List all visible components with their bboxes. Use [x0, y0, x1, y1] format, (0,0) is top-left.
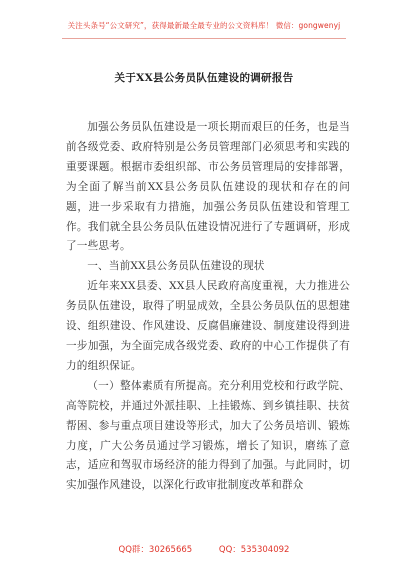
paragraph-status: 近年来XX县委、XX县人民政府高度重视，大力推进公务员队伍建设，取得了明显成效，全县公务员队伍的思想建设、组织建设、作风建设、反腐倡廉建设、制度建设得到进一步加强，为全面完成各级党委、政府的中心工作提供了有力的组织保证。 [66, 280, 350, 372]
header-divider [62, 38, 346, 39]
document-body [66, 118, 350, 496]
paragraph-quality [66, 377, 350, 496]
page-footer [0, 543, 408, 555]
header-notice: 关注头条号“公文研究”，获得最新最全最专业的公文资料库！ 微信：gongwenyj [67, 21, 341, 30]
document-title: 关于XX县公务员队伍建设的调研报告 [114, 72, 294, 84]
paragraph-quality-text: 充分利用党校和行政学院、高等院校，并通过外派挂职、上挂锻炼、到乡镇挂职、扶贫帮困、参与重点项目建设等形式，加大了公务员培训、锻炼力度，广大公务员通过学习锻炼，增长了知识，磨练了意志，适应和驾驭市场经济的能力得到了加强。与此同时，切实加强作风建设，以深化行政审批制度改革和群众 [66, 379, 350, 492]
section-heading-1: 一、当前XX县公务员队伍建设的现状 [87, 260, 265, 273]
page-header [0, 0, 408, 50]
paragraph-intro: 加强公务员队伍建设是一项长期而艰巨的任务，也是当前各级党委、政府特别是公务员管理部门必须思考和实践的重要课题。根据市委组织部、市公务员管理局的安排部署，为全面了解当前XX县公务员队伍建设的现状和存在的问题，进一步采取有力措施，加强公务员队伍建设和管理工作。我们就全县公务员队伍建设情况进行了专题调研，形成了一些思考。 [66, 121, 350, 253]
footer-qq: QQ：535304092 [218, 545, 290, 555]
footer-qq-group: QQ群：30265665 [118, 545, 193, 555]
subheading-quality: （一）整体素质有所提高。 [87, 379, 219, 392]
